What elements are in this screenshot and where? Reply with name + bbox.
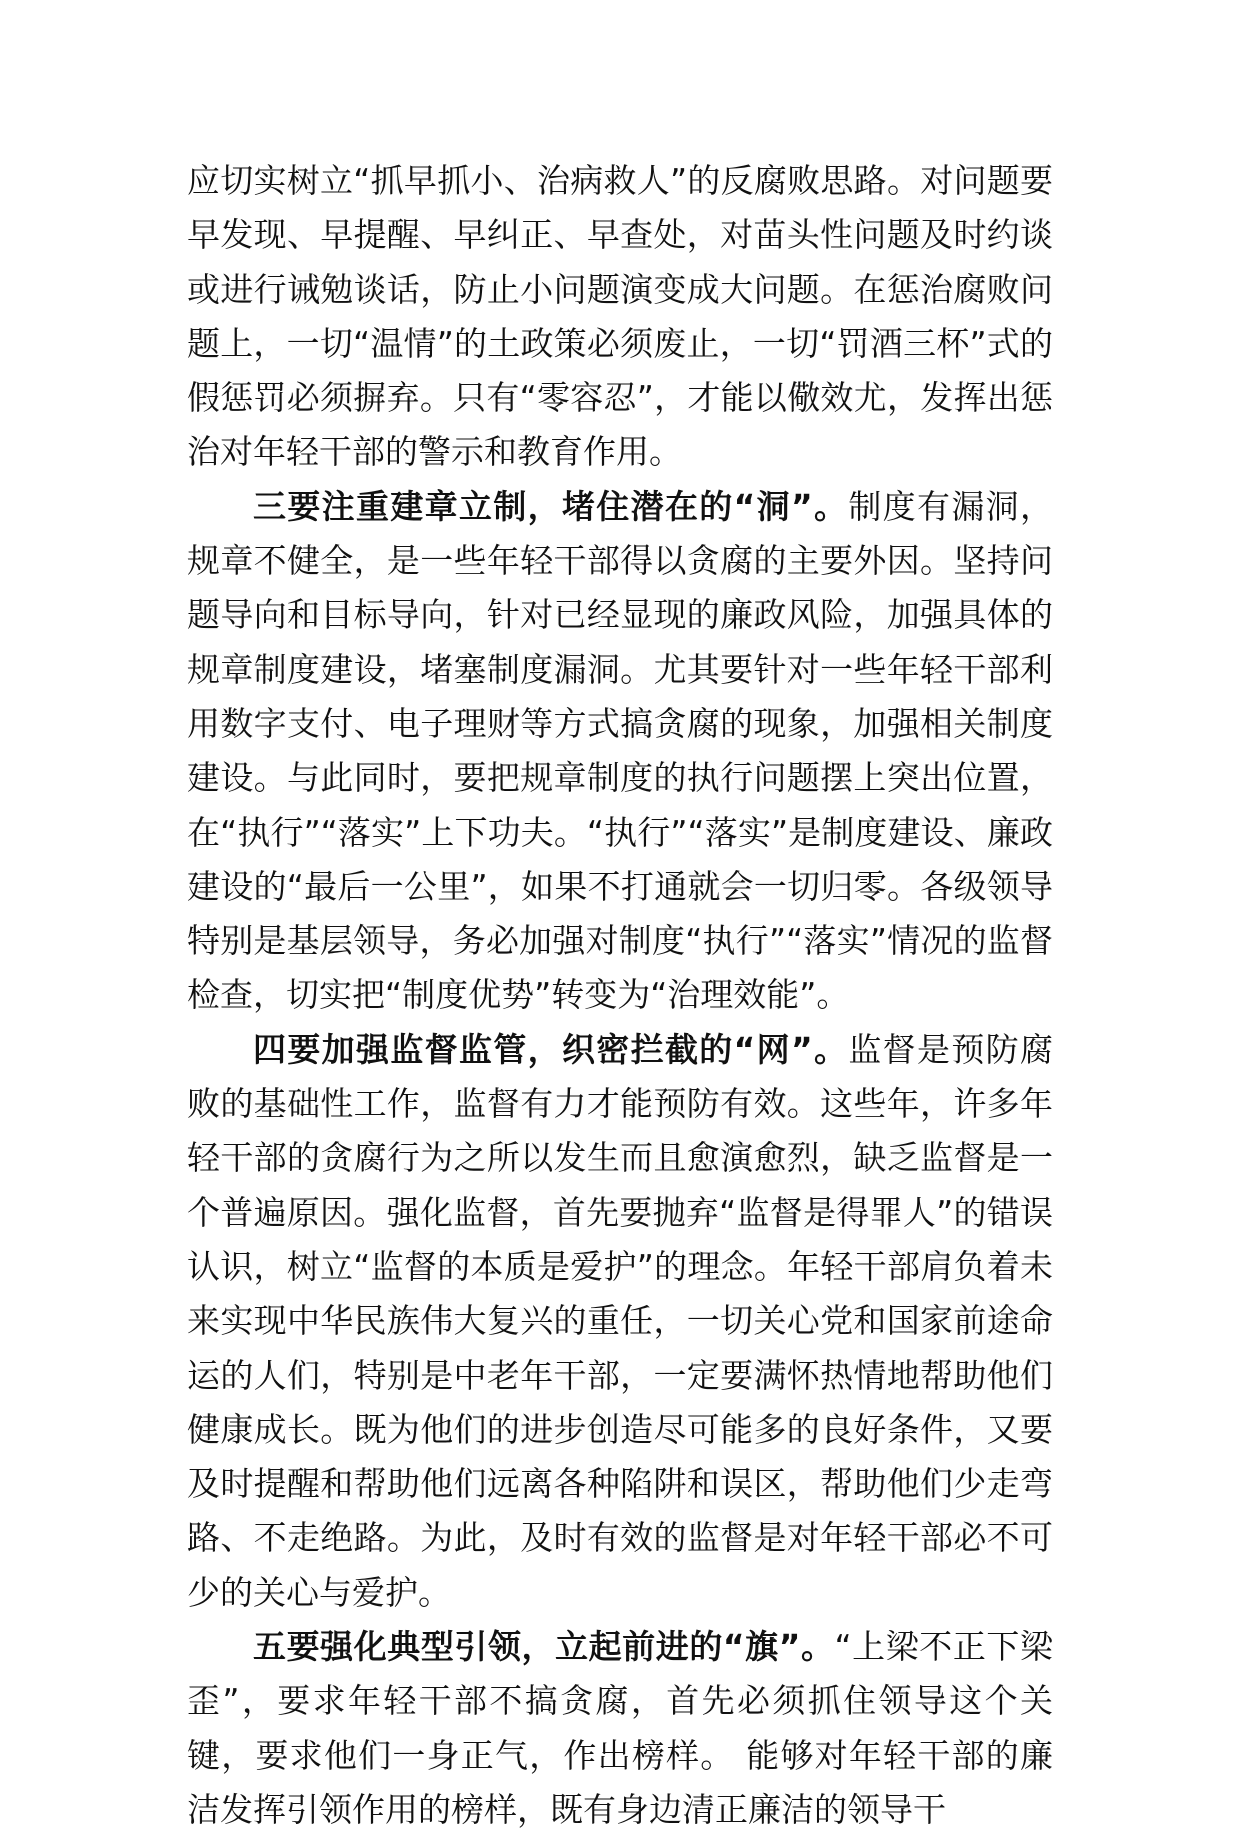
paragraph-three (187, 480, 1053, 1023)
paragraph-four (187, 1023, 1053, 1620)
paragraph-heading: 三要注重建章立制，堵住潜在的“洞”。 (253, 486, 849, 526)
paragraph-heading: 五要强化典型引领，立起前进的“旗”。 (253, 1627, 835, 1667)
paragraph-body: 制度有漏洞，规章不健全，是一些年轻干部得以贪腐的主要外因。坚持问题导向和目标导向，针对已经显现的廉政风险，加强具体的规章制度建设，堵塞制度漏洞。尤其要针对一些年轻干部利用数字支付、电子理财等方式搞贪腐的现象，加强相关制度建设。与此同时，要把规章制度的执行问题摆上突出位置，在“执行”“落实”上下功夫。“执行”“落实”是制度建设、廉政建设的“最后一公里”，如果不打通就会一切归零。各级领导特别是基层领导，务必加强对制度“执行”“落实”情况的监督检查，切实把“制度优势”转变为“治理效能”。 (187, 486, 1053, 1015)
paragraph-continued (187, 154, 1053, 480)
paragraph-body: 应切实树立“抓早抓小、治病救人”的反腐败思路。对问题要早发现、早提醒、早纠正、早查处，对苗头性问题及时约谈或进行诫勉谈话，防止小问题演变成大问题。在惩治腐败问题上，一切“温情”的土政策必须废止，一切“罚酒三杯”式的假惩罚必须摒弃。只有“零容忍”，才能以儆效尤，发挥出惩治对年轻干部的警示和教育作用。 (187, 161, 1053, 472)
paragraph-five (187, 1620, 1053, 1837)
document-page (187, 154, 1053, 1837)
paragraph-heading: 四要加强监督监管，织密拦截的“网”。 (253, 1029, 849, 1069)
paragraph-body: “上梁不正下梁歪”，要求年轻干部不搞贪腐，首先必须抓住领导这个关键，要求他们一身正气，作出榜样。 能够对年轻干部的廉洁发挥引领作用的榜样，既有身边清正廉洁的领导干 (187, 1627, 1053, 1829)
paragraph-body: 监督是预防腐败的基础性工作，监督有力才能预防有效。这些年，许多年轻干部的贪腐行为之所以发生而且愈演愈烈，缺乏监督是一个普遍原因。强化监督，首先要抛弃“监督是得罪人”的错误认识，树立“监督的本质是爱护”的理念。年轻干部肩负着未来实现中华民族伟大复兴的重任，一切关心党和国家前途命运的人们，特别是中老年干部，一定要满怀热情地帮助他们健康成长。既为他们的进步创造尽可能多的良好条件，又要及时提醒和帮助他们远离各种陷阱和误区，帮助他们少走弯路、不走绝路。为此，及时有效的监督是对年轻干部必不可少的关心与爱护。 (187, 1029, 1053, 1612)
